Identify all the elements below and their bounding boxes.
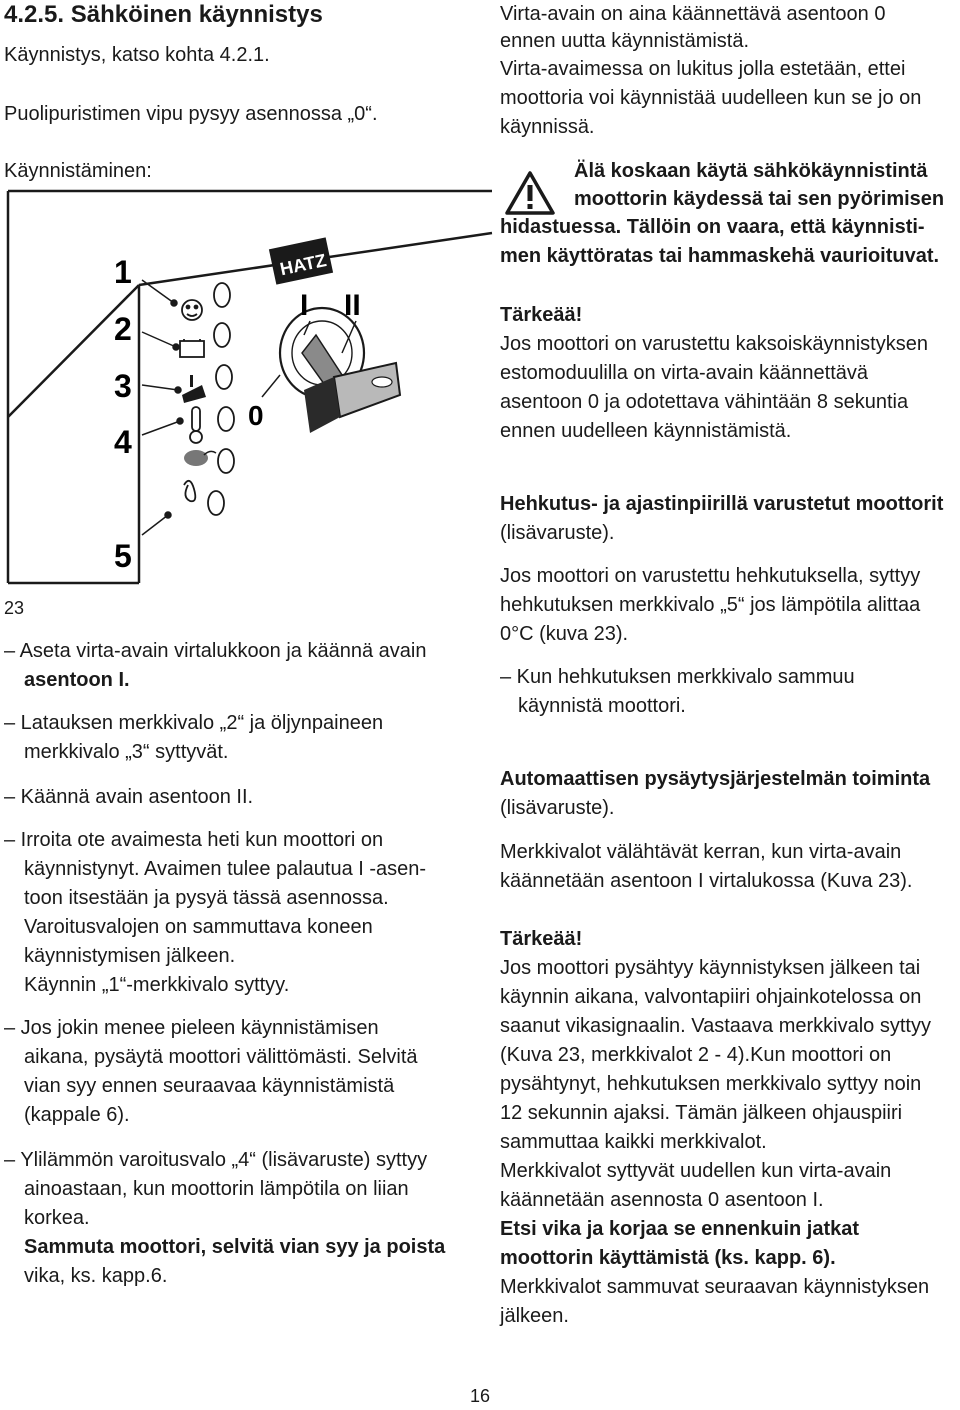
- thermometer-icon: [190, 407, 202, 443]
- important-2-line-1: Jos moottori pysähtyy käynnistyksen jälkeen tai: [500, 957, 921, 979]
- callout-2: 2: [114, 311, 132, 347]
- important-1-line-2: estomoduulilla on virta-avain käännettävä: [500, 362, 868, 384]
- brand-logo: HATZ: [278, 250, 329, 280]
- important-2-line-12: Merkkivalot sammuvat seuraavan käynnistyksen: [500, 1276, 930, 1298]
- step-5-line-4: (kappale 6).: [24, 1104, 130, 1126]
- step-1-line-2: asentoon I.: [24, 669, 130, 691]
- oil-can-icon: [182, 375, 206, 403]
- important-1-line-4: ennen uudelleen käynnistämistä.: [500, 420, 792, 442]
- glow-step-line-1: – Kun hehkutuksen merkkivalo sammuu: [500, 666, 855, 688]
- glow-title: Hehkutus- ja ajastinpiirillä varustetut moottorit: [500, 493, 944, 515]
- step-4-line-6: Käynnin „1“-merkkivalo syttyy.: [24, 974, 290, 996]
- intro-line-3: Virta-avaimessa on lukitus jolla estetään, ettei: [500, 58, 906, 80]
- page-number: 16: [470, 1386, 491, 1406]
- ignition-switch: [280, 308, 400, 433]
- important-2-line-2: käynnin aikana, valvontapiiri ohjainkotelossa on: [500, 986, 922, 1008]
- callout-4: 4: [114, 424, 132, 460]
- start-reference: Käynnistys, katso kohta 4.2.1.: [4, 44, 270, 66]
- starting-label: Käynnistäminen:: [4, 160, 152, 182]
- brand-plate: [269, 237, 333, 284]
- step-6-line-1: – Ylilämmön varoitusvalo „4“ (lisävaruste) syttyy: [4, 1149, 428, 1171]
- step-6-line-3: korkea.: [24, 1207, 90, 1229]
- warning-line-1: Älä koskaan käytä sähkökäynnistintä: [574, 160, 928, 182]
- step-4-line-4: Varoitusvalojen on sammuttava koneen: [24, 916, 373, 938]
- important-2-line-7: sammuttaa kaikki merkkivalot.: [500, 1131, 767, 1153]
- intro-line-1: Virta-avain on aina käännettävä asentoon 0: [500, 3, 886, 25]
- important-2-line-11: moottorin käyttämistä (ks. kapp. 6).: [500, 1247, 836, 1269]
- auto-stop-line-1: Merkkivalot välähtävät kerran, kun virta-avain: [500, 841, 902, 863]
- callout-1: 1: [114, 254, 132, 290]
- glow-line-1: Jos moottori on varustettu hehkutuksella, syttyy: [500, 565, 921, 587]
- glow-step-line-2: käynnistä moottori.: [518, 695, 686, 717]
- position-1-label: I: [300, 289, 309, 322]
- step-6-line-5: vika, ks. kapp.6.: [24, 1265, 168, 1287]
- auto-stop-subtitle: (lisävaruste).: [500, 797, 615, 819]
- important-2-line-3: saanut vikasignaalin. Vastaava merkkivalo syttyy: [500, 1015, 931, 1037]
- step-4-line-5: käynnistymisen jälkeen.: [24, 945, 236, 967]
- step-4-line-3: toon itsestään ja pysyä tässä asennossa.: [24, 887, 389, 909]
- step-6-line-4: Sammuta moottori, selvitä vian syy ja poista: [24, 1236, 446, 1258]
- step-1-line-1: – Aseta virta-avain virtalukkoon ja käännä avain: [4, 640, 427, 662]
- important-2-title: Tärkeää!: [500, 928, 583, 950]
- section-heading: 4.2.5. Sähköinen käynnistys: [4, 1, 323, 28]
- important-2-line-10: Etsi vika ja korjaa se ennenkuin jatkat: [500, 1218, 860, 1240]
- battery-icon: [180, 339, 204, 357]
- glow-plug-icon: [184, 481, 195, 501]
- step-4-line-1: – Irroita ote avaimesta heti kun moottori on: [4, 829, 384, 851]
- position-0-label: 0: [248, 400, 264, 431]
- step-5-line-1: – Jos jokin menee pieleen käynnistämisen: [4, 1017, 379, 1039]
- warning-line-2: moottorin käydessä tai sen pyörimisen: [574, 188, 945, 210]
- important-2-line-8: Merkkivalot syttyvät uudellen kun virta-avain: [500, 1160, 892, 1182]
- intro-line-4: moottoria voi käynnistää uudelleen kun se jo on: [500, 87, 922, 109]
- step-5-line-3: vian syy ennen seuraavaa käynnistämistä: [24, 1075, 395, 1097]
- callout-5: 5: [114, 538, 132, 574]
- lever-note: Puolipuristimen vipu pysyy asennossa „0“.: [4, 103, 378, 125]
- step-6-line-2: ainoastaan, kun moottorin lämpötila on liian: [24, 1178, 409, 1200]
- glow-line-3: 0°C (kuva 23).: [500, 623, 629, 645]
- glow-subtitle: (lisävaruste).: [500, 522, 615, 544]
- intro-line-5: käynnissä.: [500, 116, 595, 138]
- warning-icon: [504, 170, 556, 216]
- important-1-title: Tärkeää!: [500, 304, 583, 326]
- position-2-label: II: [344, 289, 361, 322]
- important-1-line-3: asentoon 0 ja odotettava vähintään 8 sekuntia: [500, 391, 909, 413]
- figure-23-ignition-panel: [4, 185, 494, 585]
- fuel-icon: [184, 450, 216, 466]
- important-2-line-5: pysähtynyt, hehkutuksen merkkivalo syttyy noin: [500, 1073, 922, 1095]
- important-2-line-6: 12 sekunnin ajaksi. Tämän jälkeen ohjauspiiri: [500, 1102, 903, 1124]
- auto-stop-line-2: käännetään asentoon I virtalukossa (Kuva 23).: [500, 870, 913, 892]
- important-2-line-13: jälkeen.: [500, 1305, 569, 1327]
- step-3-line-1: – Käännä avain asentoon II.: [4, 786, 254, 808]
- step-2-line-2: merkkivalo „3“ syttyvät.: [24, 741, 229, 763]
- warning-line-3: hidastuessa. Tällöin on vaara, että käynnisti-: [500, 216, 925, 238]
- important-2-line-9: käännetään asennosta 0 asentoon I.: [500, 1189, 824, 1211]
- auto-stop-title: Automaattisen pysäytysjärjestelmän toiminta: [500, 768, 931, 790]
- figure-number: 23: [4, 598, 25, 618]
- step-4-line-2: käynnistynyt. Avaimen tulee palautua I -asen-: [24, 858, 427, 880]
- intro-line-2: ennen uutta käynnistämistä.: [500, 30, 750, 52]
- step-5-line-2: aikana, pysäytä moottori välittömästi. Selvitä: [24, 1046, 418, 1068]
- callout-3: 3: [114, 368, 132, 404]
- important-1-line-1: Jos moottori on varustettu kaksoiskäynnistyksen: [500, 333, 928, 355]
- important-2-line-4: (Kuva 23, merkkivalot 2 - 4).Kun moottori on: [500, 1044, 892, 1066]
- step-2-line-1: – Latauksen merkkivalo „2“ ja öljynpaineen: [4, 712, 384, 734]
- smiley-icon: [182, 300, 202, 320]
- glow-line-2: hehkutuksen merkkivalo „5“ jos lämpötila alittaa: [500, 594, 921, 616]
- warning-line-4: men käyttöratas tai hammaskehä vaurioituvat.: [500, 245, 940, 267]
